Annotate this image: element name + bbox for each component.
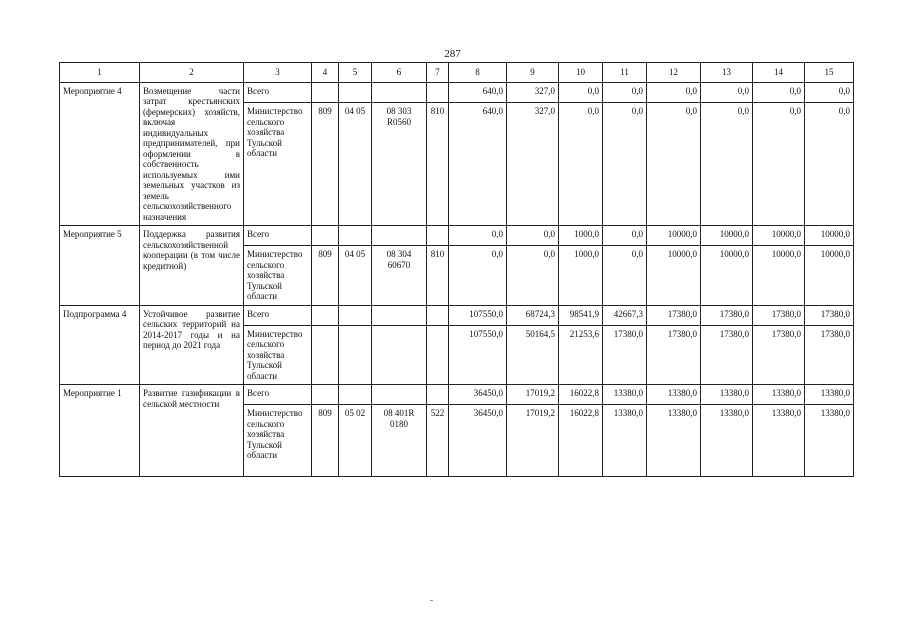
expense-type-cell <box>427 226 449 246</box>
column-header: 11 <box>603 63 647 83</box>
amount-cell: 17380,0 <box>701 305 753 325</box>
amount-cell: 0,0 <box>559 103 603 226</box>
section-code-cell <box>339 82 372 103</box>
expense-type-cell: 810 <box>427 103 449 226</box>
program-name: Развитие газификации в сельской местности <box>140 385 244 477</box>
target-code-cell: 08 303 R0560 <box>372 103 427 226</box>
amount-cell: 98541,9 <box>559 305 603 325</box>
amount-cell: 107550,0 <box>449 325 507 385</box>
column-header: 13 <box>701 63 753 83</box>
ministry-code-cell: 809 <box>312 246 339 306</box>
expense-type-cell <box>427 325 449 385</box>
amount-cell: 21253,6 <box>559 325 603 385</box>
column-header: 4 <box>312 63 339 83</box>
budget-table <box>59 62 854 477</box>
amount-cell: 13380,0 <box>603 385 647 405</box>
amount-cell: 640,0 <box>449 82 507 103</box>
column-header: 2 <box>140 63 244 83</box>
amount-cell: 17380,0 <box>753 325 805 385</box>
scan-mark <box>430 600 433 601</box>
ministry-code-cell <box>312 82 339 103</box>
amount-cell: 107550,0 <box>449 305 507 325</box>
amount-cell: 640,0 <box>449 103 507 226</box>
amount-cell: 13380,0 <box>701 385 753 405</box>
table-body <box>60 63 854 477</box>
program-code: Мероприятие 1 <box>60 385 140 477</box>
executor-cell: Министерство сельского хозяйства Тульской области <box>244 103 312 226</box>
column-header: 7 <box>427 63 449 83</box>
amount-cell: 0,0 <box>603 226 647 246</box>
amount-cell: 17380,0 <box>647 325 701 385</box>
column-header: 9 <box>507 63 559 83</box>
amount-cell: 327,0 <box>507 82 559 103</box>
amount-cell: 0,0 <box>701 82 753 103</box>
target-code-cell <box>372 226 427 246</box>
ministry-code-cell: 809 <box>312 103 339 226</box>
amount-cell: 0,0 <box>647 82 701 103</box>
amount-cell: 13380,0 <box>805 405 854 477</box>
amount-cell: 0,0 <box>753 103 805 226</box>
amount-cell: 17380,0 <box>603 325 647 385</box>
expense-type-cell <box>427 82 449 103</box>
amount-cell: 36450,0 <box>449 405 507 477</box>
target-code-cell <box>372 325 427 385</box>
amount-cell: 1000,0 <box>559 226 603 246</box>
amount-cell: 1000,0 <box>559 246 603 306</box>
amount-cell: 10000,0 <box>805 246 854 306</box>
executor-cell: Всего <box>244 305 312 325</box>
section-code-cell <box>339 305 372 325</box>
column-header: 5 <box>339 63 372 83</box>
expense-type-cell <box>427 385 449 405</box>
amount-cell: 0,0 <box>805 82 854 103</box>
expense-type-cell <box>427 305 449 325</box>
amount-cell: 16022,8 <box>559 405 603 477</box>
section-code-cell: 04 05 <box>339 103 372 226</box>
amount-cell: 16022,8 <box>559 385 603 405</box>
table-row <box>60 82 854 103</box>
amount-cell: 0,0 <box>603 103 647 226</box>
executor-cell: Министерство сельского хозяйства Тульской области <box>244 246 312 306</box>
amount-cell: 13380,0 <box>701 405 753 477</box>
amount-cell: 17380,0 <box>753 305 805 325</box>
amount-cell: 10000,0 <box>647 226 701 246</box>
section-code-cell: 05 02 <box>339 405 372 477</box>
target-code-cell <box>372 82 427 103</box>
amount-cell: 13380,0 <box>647 405 701 477</box>
amount-cell: 17380,0 <box>805 325 854 385</box>
program-name: Поддержка развития сельскохозяйственной кооперации (в том числе кредитной) <box>140 226 244 306</box>
table-header-row <box>60 63 854 83</box>
amount-cell: 0,0 <box>603 246 647 306</box>
ministry-code-cell <box>312 226 339 246</box>
amount-cell: 13380,0 <box>753 385 805 405</box>
column-header: 10 <box>559 63 603 83</box>
column-header: 3 <box>244 63 312 83</box>
section-code-cell <box>339 325 372 385</box>
program-code: Мероприятие 5 <box>60 226 140 306</box>
amount-cell: 42667,3 <box>603 305 647 325</box>
amount-cell: 327,0 <box>507 103 559 226</box>
amount-cell: 13380,0 <box>647 385 701 405</box>
column-header: 14 <box>753 63 805 83</box>
ministry-code-cell <box>312 305 339 325</box>
amount-cell: 0,0 <box>753 82 805 103</box>
table-row <box>60 226 854 246</box>
program-code: Подпрограмма 4 <box>60 305 140 385</box>
target-code-cell: 08 304 60670 <box>372 246 427 306</box>
ministry-code-cell: 809 <box>312 405 339 477</box>
expense-type-cell: 522 <box>427 405 449 477</box>
section-code-cell <box>339 385 372 405</box>
section-code-cell: 04 05 <box>339 246 372 306</box>
column-header: 12 <box>647 63 701 83</box>
table-row <box>60 385 854 405</box>
expense-type-cell: 810 <box>427 246 449 306</box>
executor-cell: Министерство сельского хозяйства Тульской области <box>244 325 312 385</box>
amount-cell: 10000,0 <box>701 246 753 306</box>
amount-cell: 17019,2 <box>507 385 559 405</box>
target-code-cell <box>372 385 427 405</box>
amount-cell: 13380,0 <box>805 385 854 405</box>
column-header: 8 <box>449 63 507 83</box>
program-code: Мероприятие 4 <box>60 82 140 226</box>
executor-cell: Всего <box>244 226 312 246</box>
executor-cell: Всего <box>244 385 312 405</box>
table-row <box>60 305 854 325</box>
amount-cell: 17380,0 <box>701 325 753 385</box>
ministry-code-cell <box>312 385 339 405</box>
column-header: 1 <box>60 63 140 83</box>
amount-cell: 0,0 <box>449 246 507 306</box>
amount-cell: 17380,0 <box>805 305 854 325</box>
amount-cell: 10000,0 <box>753 246 805 306</box>
amount-cell: 13380,0 <box>753 405 805 477</box>
amount-cell: 0,0 <box>507 226 559 246</box>
target-code-cell <box>372 305 427 325</box>
amount-cell: 0,0 <box>805 103 854 226</box>
executor-cell: Всего <box>244 82 312 103</box>
amount-cell: 50164,5 <box>507 325 559 385</box>
executor-cell: Министерство сельского хозяйства Тульской области <box>244 405 312 477</box>
amount-cell: 0,0 <box>449 226 507 246</box>
page-number: 287 <box>444 48 461 60</box>
column-header: 15 <box>805 63 854 83</box>
ministry-code-cell <box>312 325 339 385</box>
amount-cell: 10000,0 <box>753 226 805 246</box>
amount-cell: 0,0 <box>647 103 701 226</box>
amount-cell: 13380,0 <box>603 405 647 477</box>
amount-cell: 17019,2 <box>507 405 559 477</box>
amount-cell: 10000,0 <box>647 246 701 306</box>
amount-cell: 68724,3 <box>507 305 559 325</box>
amount-cell: 10000,0 <box>701 226 753 246</box>
amount-cell: 10000,0 <box>805 226 854 246</box>
column-header: 6 <box>372 63 427 83</box>
target-code-cell: 08 401R 0180 <box>372 405 427 477</box>
amount-cell: 0,0 <box>701 103 753 226</box>
amount-cell: 0,0 <box>559 82 603 103</box>
amount-cell: 0,0 <box>507 246 559 306</box>
amount-cell: 17380,0 <box>647 305 701 325</box>
amount-cell: 36450,0 <box>449 385 507 405</box>
section-code-cell <box>339 226 372 246</box>
program-name: Устойчивое развитие сельских территорий на 2014-2017 годы и на период до 2021 года <box>140 305 244 385</box>
amount-cell: 0,0 <box>603 82 647 103</box>
program-name: Возмещение части затрат крестьянских (фермерских) хозяйств, включая индивидуальных предпринимателей, при оформлении в собственность используемых ими земельных участков из земель сельскохозяйственного назначения <box>140 82 244 226</box>
